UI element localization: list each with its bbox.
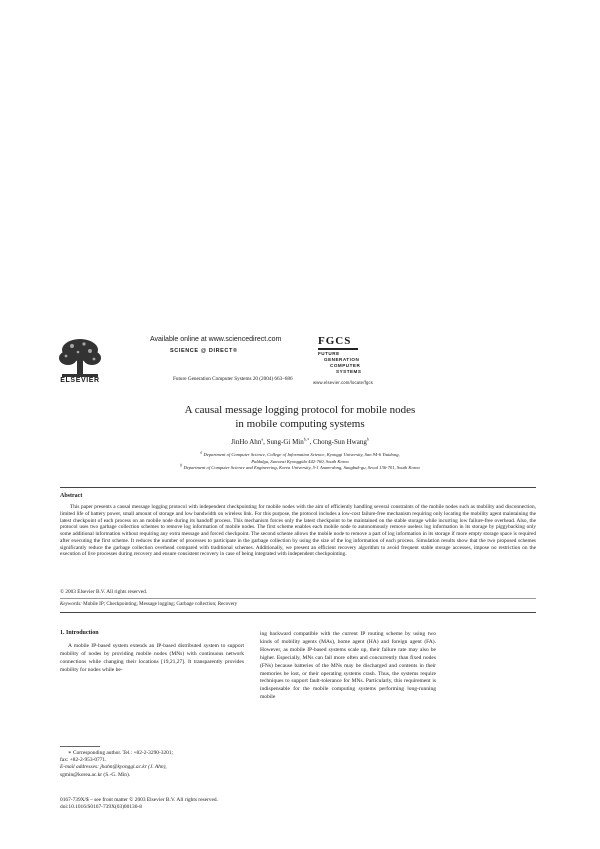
doi-line[interactable]: doi:10.1016/S0167-739X(03)00130-8 bbox=[60, 804, 142, 811]
author-list: JinHo Ahn$^a$, Sung-Gi Min$^{b,∗}$, Chong-Sun Hwang$^b$ bbox=[231, 436, 369, 446]
footnotes bbox=[60, 750, 244, 779]
title-line-2: in mobile computing systems bbox=[235, 417, 365, 430]
keywords bbox=[60, 601, 237, 607]
journal-url[interactable]: www.elsevier.com/locate/fgcs bbox=[313, 380, 374, 385]
footnote-line: fax: +82-2-953-0771. bbox=[60, 757, 107, 764]
journal-acronym: FGCS bbox=[318, 335, 352, 347]
journal-logo bbox=[318, 335, 378, 383]
available-online-text[interactable]: Available online at www.sciencedirect.com bbox=[150, 336, 282, 343]
journal-logo-line: SYSTEMS bbox=[336, 369, 362, 374]
footnote-line: ∗ Corresponding author. Tel.: +82-2-3290-3201; bbox=[68, 750, 174, 756]
author-affiliation-mark: a bbox=[261, 436, 264, 442]
affiliation-b: Department of Computer Science and Engineering, Korea University, 5-1 Anam-dong, Sungbuk-gu, Seoul 136-701, South Korea bbox=[183, 465, 420, 470]
title-line-1: A causal message logging protocol for mobile nodes bbox=[184, 404, 416, 416]
divider-bottom bbox=[60, 612, 536, 613]
affiliation-a: Department of Computer Science, College of Information Science, Kyonggi University, San 94-6 Yiuidong, bbox=[203, 452, 400, 457]
publication-info bbox=[60, 797, 360, 811]
section-heading: 1. Introduction bbox=[60, 630, 99, 636]
affiliation-a-cont: Paldalgu, Suwonsi Kyonggido 442-760, South Korea bbox=[251, 458, 349, 464]
journal-logo-line: GENERATION bbox=[324, 357, 360, 362]
keywords-label: Keywords: bbox=[60, 601, 82, 607]
publisher-name: ELSEVIER bbox=[60, 377, 100, 384]
author-name: Chong-Sun Hwang bbox=[312, 438, 367, 446]
author-affiliation-mark: b,∗ bbox=[303, 436, 310, 442]
footnote-rule bbox=[60, 746, 100, 747]
footnote-line: sgmin@korea.ac.kr (S.-G. Min). bbox=[60, 771, 131, 778]
divider-keywords bbox=[60, 598, 536, 599]
journal-reference: Future Generation Computer Systems 20 (2004) 663–686 bbox=[173, 376, 293, 382]
paper-title bbox=[100, 404, 500, 431]
intro-left-column bbox=[60, 643, 244, 675]
copyright-notice: © 2003 Elsevier B.V. All rights reserved. bbox=[60, 589, 148, 595]
sciencedirect-logo: SCIENCE @ DIRECT® bbox=[170, 348, 238, 354]
journal-logo-line: FUTURE bbox=[318, 351, 340, 356]
journal-logo-line: COMPUTER bbox=[330, 363, 361, 368]
author-name: Sung-Gi Min bbox=[266, 438, 304, 446]
affiliations: $^a$ Department of Computer Science, College of Information Science, Kyonggi University, San 94-6 Yiuidong, Paldalgu, Suwonsi Kyonggido 442-760, South Korea $^b$ Department of Computer Science and Engineering, Korea University, 5-1 Anam-dong, Sungbuk-gu, Seoul 136-701, South Korea bbox=[60, 452, 540, 472]
author-name: JinHo Ahn bbox=[231, 438, 262, 446]
keywords-list: Mobile IP; Checkpointing; Message logging; Garbage collection; Recovery bbox=[83, 601, 238, 607]
abstract-body: This paper presents a causal message logging protocol with independent checkpointing for mobile nodes with the aim of efficiently handling several constraints of the mobile nodes such as mobility and disconnection, limited life of battery power, small amount of storage and low bandwidth on wireless link. For this purpose, the protocol includes a low-cost failure-free mechanism requiring only locating the mobility agent maintaining the latest checkpoint of each process on an mobile node during its handoff process. This mechanism forces only the latest checkpoint to be maintained on the stable storage while incurring low failure-free overhead. Also, the protocol uses two garbage collection schemes to remove log information of mobile nodes. The first scheme enables each mobile node to autonomously remove useless log information in its storage by piggybacking only some additional information without requiring any extra message and forced checkpoint. The second scheme allows the mobile node to remove a part of log information in its storage if more empty storage space is required after executing the first scheme. It reduces the number of processes to participate in the garbage collection by using the size of the log information of each process. Simulation results show that the two proposed schemes significantly reduce the garbage collection overhead compared with traditional schemes. Additionally, we present an efficient recovery algorithm to avoid frequent stable storage accesses, impose no restriction on the execution of live processes during recovery and ensure consistent recovery in case of being integrated with independent checkpointing. bbox=[60, 504, 536, 558]
intro-paragraph: A mobile IP-based system extends an IP-based distributed system to support mobility of nodes by providing mobile nodes (MNs) with continuous network connections while changing their locations [19,21,27]. It transparently provides mobility for nodes while be- bbox=[60, 643, 244, 673]
issn-line: 0167-739X/$ – see front matter © 2003 Elsevier B.V. All rights reserved. bbox=[60, 797, 218, 803]
abstract-heading: Abstract bbox=[60, 493, 83, 499]
intro-right-column: ing backward compatible with the current IP routing scheme by using two kinds of mobility agents (MAs), home agent (HA) and foreign agent (FA). However, as mobile IP-based systems scale up, their failure rate may also be higher. Especially, MNs can fail more often and concurrently than fixed nodes (FNs) because batteries of the MNs may be discharged and contents in their memories be lost, or their operating systems crash. Thus, the systems require techniques to support fault-tolerance for MNs. Particularly, this requirement is indispensable for the mobile computing systems performing long-running mobile bbox=[260, 631, 436, 701]
divider-top bbox=[60, 487, 536, 488]
footnote-line: E-mail addresses: jhahn@kyonggi.ac.kr (J. Ahn), bbox=[60, 764, 167, 771]
author-affiliation-mark: b bbox=[366, 436, 369, 442]
